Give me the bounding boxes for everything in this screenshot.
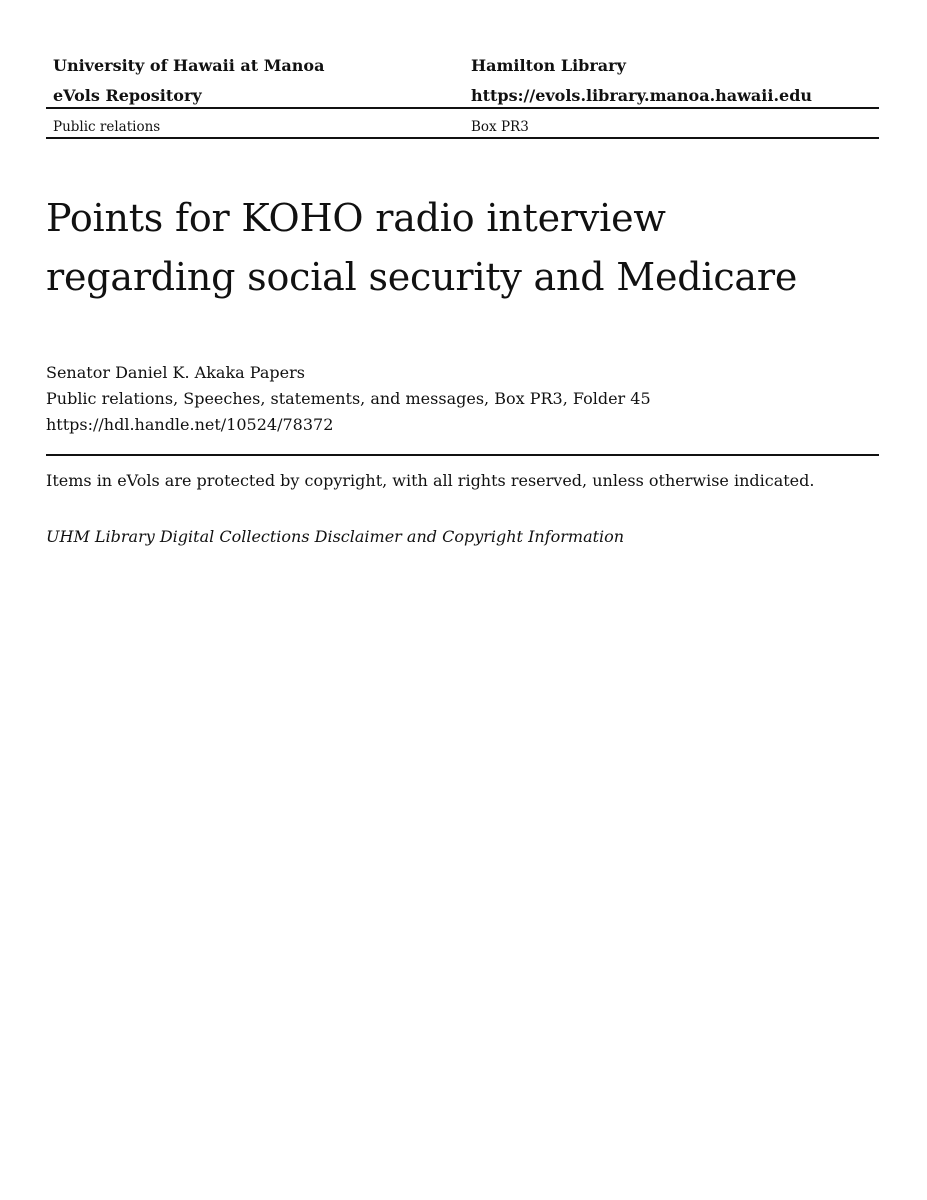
header-divider: [46, 107, 879, 109]
metadata-divider: [46, 454, 879, 456]
title-line-1: Points for KOHO radio interview: [46, 196, 666, 240]
repository-url[interactable]: https://evols.library.manoa.hawaii.edu: [471, 86, 813, 105]
title-line-2: regarding social security and Medicare: [46, 255, 798, 299]
document-metadata: [46, 360, 651, 438]
folder-location: Public relations, Speeches, statements, and messages, Box PR3, Folder 45: [46, 389, 651, 408]
repository-name: eVols Repository: [53, 86, 202, 105]
disclaimer-link[interactable]: UHM Library Digital Collections Disclaimer and Copyright Information: [46, 527, 625, 546]
handle-link[interactable]: https://hdl.handle.net/10524/78372: [46, 415, 334, 434]
header-bottom-divider: [46, 137, 879, 139]
document-title: [46, 189, 879, 307]
copyright-notice: Items in eVols are protected by copyright, with all rights reserved, unless otherwise indicated.: [46, 471, 815, 490]
collection-name: Senator Daniel K. Akaka Papers: [46, 363, 305, 382]
collection-series: Public relations: [53, 119, 161, 135]
box-label: Box PR3: [471, 119, 529, 135]
library-name: Hamilton Library: [471, 56, 626, 75]
institution-name: University of Hawaii at Manoa: [53, 56, 325, 75]
